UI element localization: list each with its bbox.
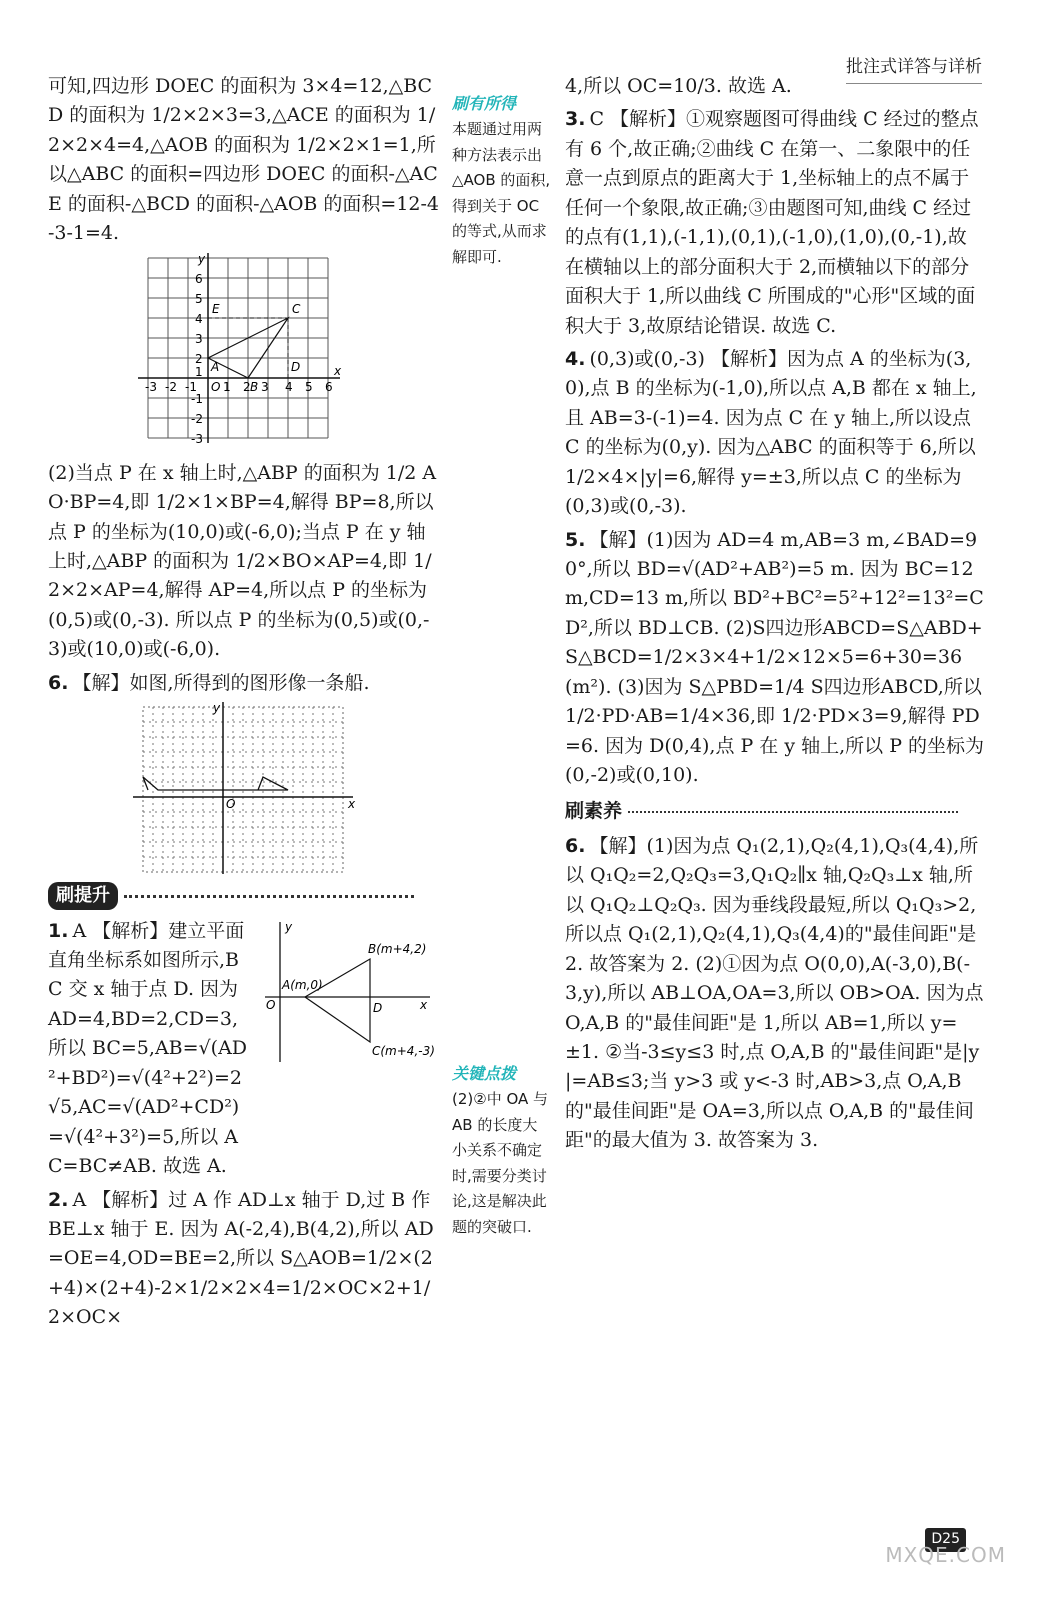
origin-label: O [211,379,221,394]
origin-label: O [226,797,236,812]
question-number: 3. [565,108,586,131]
q3-answer: C 【解析】①观察题图可得曲线 C 经过的整点有 6 个,故正确;②曲线 C 在第一、二象限中的任意一点到原点的距离大于 1,坐标轴上的点不属于任何一个象限,故正确;③由题图可知,曲线 C 经过的点有(1,1),(-1,1),(0,1),(-1,0),(1,0),(0,-1),故在横轴以上的部分面积大于 2,而横轴以下的部分面积大于 1,所以曲线 C 所围成的"心形"区域的面积大于 3,故原结论错误. 故选 C. [565,108,979,337]
q5-answer: 【解】(1)因为 AD=4 m,AB=3 m,∠BAD=90°,所以 BD=√(AD²+AB²)=5 m. 因为 BC=12 m,CD=13 m,所以 BD²+BC²=5²+12²=13²=CD²,所以 BD⊥CB. (2)S四边形ABCD=S△ABD+S△BCD=1/2×3×4+1/2×12×5=6+30=36(m²). (3)因为 S△PBD=1/4 S四边形ABCD,所以 1/2·PD·AB=1/4×36,即 1/2·PD×3=9,解得 PD=6. 因为 D(0,4),点 P 在 y 轴上,所以 P 的坐标为(0,-2)或(0,10). [565,528,988,787]
q1-answer: A 【解析】建立平面直角坐标系如图所示,BC 交 x 轴于点 D. 因为 AD=4,BD=2,CD=3,所以 BC=5,AB=√(AD²+BD²)=√(4²+2²)=2√5,AC=√(AD²+CD²)=√(4²+3²)=5,所以 AC=BC≠AB. 故选 A. [48,919,248,1178]
note-text: (2)②中 OA 与 AB 的长度大小关系不确定时,需要分类讨论,这是解决此题的突破口. [452,1090,549,1236]
section-divider [124,895,414,898]
watermark: MXQE.COM [885,1543,1006,1567]
left-column [48,72,440,1337]
question-number: 6. [48,671,69,694]
question-number: 2. [48,1188,69,1211]
point-b-label: B(m+4,2) [368,941,427,956]
y-tick-label: -1 [191,391,203,406]
y-tick-label: 2 [195,351,203,366]
y-tick-label: 6 [195,271,203,286]
y-axis-label: y [198,252,206,266]
q4-answer: (0,3)或(0,-3) 【解析】因为点 A 的坐标为(3,0),点 B 的坐标为(-1,0),所以点 A,B 都在 x 轴上,且 AB=3-(-1)=4. 因为点 C 在 y 轴上,所以设点 C 的坐标为(0,y). 因为△ABC 的面积等于 6,所以 1/2×4×|y|=6,解得 y=±3,所以点 C 的坐标为(0,3)或(0,-3). [565,347,982,518]
point-c-label: C [292,301,301,316]
y-tick-label: -3 [191,431,203,446]
note-title-guan-jian-dian-bo: 关键点拨 [452,1064,517,1084]
note-title-shua-you-suo-de: 刷有所得 [452,94,517,113]
x-tick-label: -3 [145,379,157,394]
y-axis-label: y [285,919,293,934]
triangle-abc [305,959,370,1042]
x-tick-label: 3 [261,379,269,394]
question-number: 5. [565,528,586,551]
x-axis-label: x [348,797,356,812]
question-number: 1. [48,919,69,942]
section-title-shua-suyang: 刷素养 [565,799,623,822]
y-tick-label: 5 [195,291,203,306]
x-tick-label: 1 [223,379,231,394]
x-tick-label: -1 [185,379,197,394]
q2-answer: A 【解析】过 A 作 AD⊥x 轴于 D,过 B 作 BE⊥x 轴于 E. 因为 A(-2,4),B(4,2),所以 AD=OE=4,OD=BE=2,所以 S△AOB=1/2×(2+4)×(2+4)-2×1/2×2×4=1/2×OC×2+1/2×OC× [48,1188,437,1329]
origin-label: O [266,997,276,1012]
point-e-label: E [212,301,220,316]
x-axis-label: x [420,997,428,1012]
x-tick-label: 4 [285,379,293,394]
q6-answer: 【解】(1)因为点 Q₁(2,1),Q₂(4,1),Q₃(4,4),所以 Q₁Q₂=2,Q₂Q₃=3,Q₁Q₂∥x 轴,Q₂Q₃⊥x 轴,所以 Q₁Q₂⊥Q₂Q₃. 因为垂线段最短,所以 Q₁Q₃>2,所以点 Q₁(2,1),Q₂(4,1),Q₃(4,4)的"最佳间距"是 2. 故答案为 2. (2)①因为点 O(0,0),A(-3,0),B(-3,y),所以 AB⊥OA,OA=3,所以 OB>OA. 因为点 O,A,B 的"最佳间距"是 1,所以 AB=1,所以 y=±1. ②当-3≤y≤3 时,点 O,A,B 的"最佳间距"是|y|=AB≤3;当 y>3 或 y<-3 时,AB>3,点 O,A,B 的"最佳间距"是 OA=3,所以点 O,A,B 的"最佳间距"的最大值为 3. 故答案为 3. [565,834,990,1152]
right-column [565,72,990,1160]
x-tick-label: -2 [165,379,177,394]
y-tick-label: 4 [195,311,203,326]
x-tick-label: 2 [243,379,251,394]
question-number: 6. [565,834,586,857]
boat-figure-grid [48,702,440,877]
y-tick-label: 3 [195,331,203,346]
coordinate-graph-q1 [260,917,440,1067]
point-d-label: D [373,1000,383,1015]
x-tick-label: 6 [325,379,333,394]
boat-shape [143,777,288,790]
x-axis-label: x [334,363,342,378]
page-number: D25 [925,1528,966,1552]
section-title-shua-tisheng: 刷提升 [48,882,118,910]
page-header: 批注式详答与详析 [846,54,982,84]
coordinate-graph-triangle [48,253,440,453]
y-axis-label: y [213,702,221,716]
point-a-label: A [211,359,220,374]
note-text: 本题通过用两种方法表示出△AOB 的面积,得到关于 OC 的等式,从而求解即可. [452,120,551,266]
point-d-label: D [291,359,301,374]
point-c-label: C(m+4,-3) [372,1043,435,1058]
q2-conclusion: 4,所以 OC=10/3. 故选 A. [565,75,792,97]
q5-part1-conclusion: 可知,四边形 DOEC 的面积为 3×4=12,△BCD 的面积为 1/2×2×3=3,△ACE 的面积为 1/2×2×4=4,△AOB 的面积为 1/2×2×1=1,所以△ABC 的面积=四边形 DOEC 的面积-△ACE 的面积-△BCD 的面积-△AOB 的面积=12-4-3-1=4. [48,75,440,245]
section-divider [628,811,958,813]
point-a-label: A(m,0) [282,977,323,992]
q5-part2: (2)当点 P 在 x 轴上时,△ABP 的面积为 1/2 AO·BP=4,即 1/2×1×BP=4,解得 BP=8,所以点 P 的坐标为(10,0)或(-6,0);当点 P 在 y 轴上时,△ABP 的面积为 1/2×BO×AP=4,即 1/2×2×AP=4,解得 AP=4,所以点 P 的坐标为(0,5)或(0,-3). 所以点 P 的坐标为(0,5)或(0,-3)或(10,0)或(-6,0). [48,461,437,661]
x-tick-label: 5 [305,379,313,394]
question-number: 4. [565,347,586,370]
point-b-label: B [250,379,259,394]
margin-notes [452,72,552,1240]
y-tick-label: -2 [191,411,203,426]
q6-answer: 【解】如图,所得到的图形像一条船. [72,671,370,694]
y-tick-label: 1 [195,364,203,379]
